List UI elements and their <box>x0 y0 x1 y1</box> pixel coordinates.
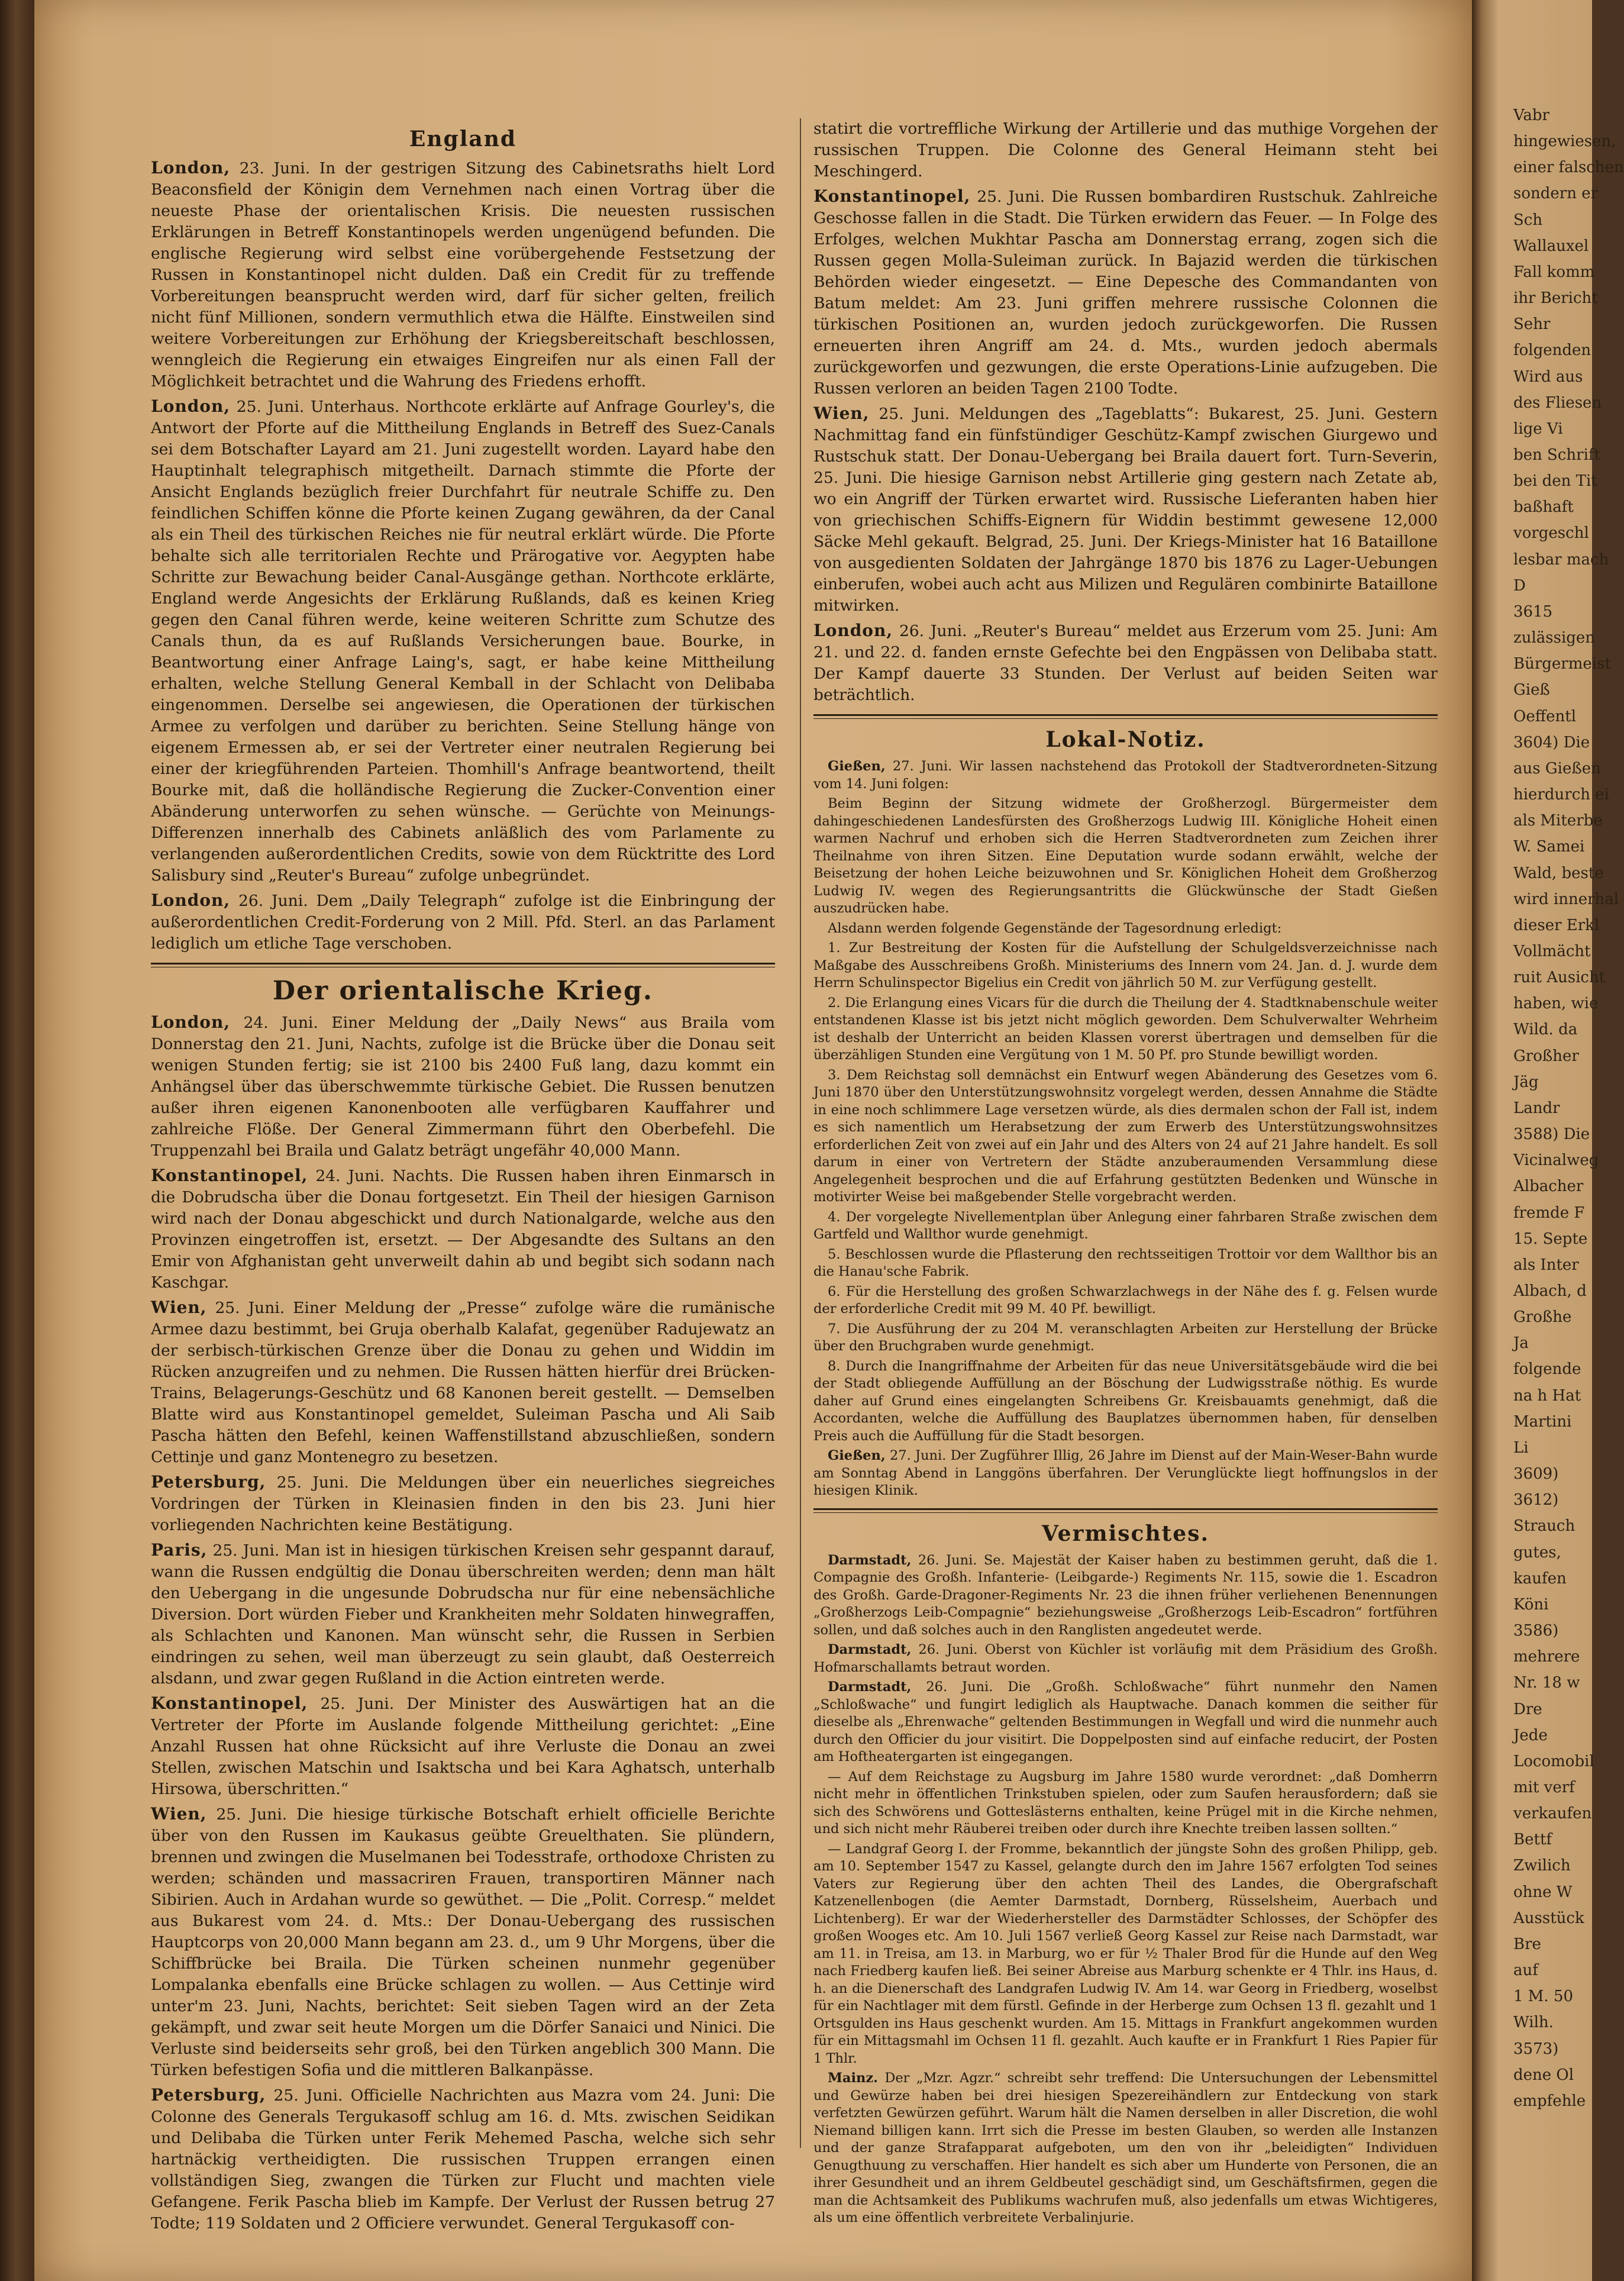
adjacent-page-fragment: verkaufen <box>1513 1805 1592 1823</box>
adjacent-page-fragment: ihr Bericht <box>1513 289 1598 308</box>
local-paragraph <box>813 758 1438 793</box>
local-paragraph <box>813 795 1438 918</box>
local-paragraph <box>813 1209 1438 1244</box>
paragraph-lead: Mainz. <box>828 2070 879 2086</box>
article-text: 24. Juni. Nachts. Die Russen haben ihren Einmarsch in die Dobrudscha über die Donau fortgesetzt. Ein Theil der hiesigen Garnison wird nach der Donau abgeschickt und durch Nationalgarde, welche aus den Provinzen eingetroffen ist, ersetzt. — Der Abgesandte des Sultans an den Emir von Afghanistan geht unverweilt dahin ab und begibt sich sodann nach Kaschgar. <box>151 1167 775 1292</box>
article <box>151 1693 775 1800</box>
adjacent-page-fragment: des Fliesen <box>1513 393 1602 412</box>
adjacent-page-fragment: D <box>1513 576 1526 595</box>
article <box>151 1012 775 1162</box>
article-text: 24. Juni. Einer Meldung der „Daily News“ aus Braila vom Donnerstag den 21. Juni, Nachts, zufolge ist die Brücke über die Donau seit wenigen Stunden fertig; sie ist 2100 bis 2400 Fuß lang, dazu kommt ein Anhängsel über das überschwemmte türkische Gebiet. Die Russen benutzen außer ihren eigenen Kanonenbooten alle verfügbaren Kauffahrer und zahlreiche Flöße. Der General Zimmermann führt den Oberbefehl. Die Truppenzahl bei Braila und Galatz beträgt ungefähr 40,000 Mann. <box>151 1014 775 1160</box>
dateline: Wien, <box>813 404 870 423</box>
adjacent-page-edge <box>1472 0 1624 2281</box>
adjacent-page-fragment: mit verf <box>1513 1778 1575 1796</box>
column-divider <box>800 118 801 2148</box>
article <box>813 186 1438 399</box>
adjacent-page-fragment: als Inter <box>1513 1256 1579 1274</box>
dateline: London, <box>151 891 231 910</box>
book-binding-edge <box>0 0 35 2281</box>
misc-paragraph <box>813 2070 1438 2227</box>
local-paragraph <box>813 995 1438 1064</box>
adjacent-page-fragment: kaufen <box>1513 1569 1567 1588</box>
section-heading-lokal: Lokal-Notiz. <box>1045 727 1206 752</box>
adjacent-page-fragment: mehrere <box>1513 1648 1580 1666</box>
paragraph-text: 4. Der vorgelegte Nivellementplan über Anlegung einer fahrbaren Straße zwischen dem Gartfeld und Wallthor wurde genehmigt. <box>813 1209 1438 1242</box>
adjacent-page-fragment: 3573) <box>1513 2040 1559 2058</box>
adjacent-page-fragment: Landr <box>1513 1099 1560 1117</box>
adjacent-page-fragment: ben Schrift <box>1513 446 1600 464</box>
article <box>151 1472 775 1536</box>
adjacent-page-fragment: ruit Ausicht <box>1513 969 1606 987</box>
local-paragraph <box>813 1246 1438 1281</box>
paragraph-text: 6. Für die Herstellung des großen Schwarzlachwegs in der Nähe des f. g. Felsen wurde der erforderliche Credit mit 99 M. 40 Pf. bewilligt. <box>813 1283 1438 1317</box>
adjacent-page-fragment: Sehr <box>1513 315 1551 334</box>
adjacent-page-fragment: Vollmächt <box>1513 942 1591 960</box>
paragraph-text: 5. Beschlossen wurde die Pflasterung den rechtsseitigen Trottoir vor dem Wallthor bis an die Hanau'sche Fabrik. <box>813 1246 1438 1279</box>
article <box>151 1165 775 1293</box>
adjacent-page-fragment: na h Hat <box>1513 1386 1581 1405</box>
local-paragraph <box>813 1067 1438 1206</box>
adjacent-page-fragment: empfehle <box>1513 2092 1586 2110</box>
left-column <box>151 118 775 2238</box>
dateline: Konstantinopel, <box>151 1166 308 1185</box>
section-divider <box>813 714 1438 719</box>
article-text: 25. Juni. Meldungen des „Tageblatts“: Bukarest, 25. Juni. Gestern Nachmittag fand ein fünfstündiger Geschütz-Kampf zwischen Giurgewo und Rustschuk statt. Der Donau-Uebergang bei Braila dauert fort. Turn-Severin, 25. Juni. Die hiesige Garnison nebst Artillerie ging gestern nach Zetate ab, wo ein Angriff der Türken erwartet wird. Russische Lieferanten haben hier von griechischen Schiffs-Eignern für Widdin bestimmt gewesene 12,000 Säcke Mehl gekauft. Belgrad, 25. Juni. Der Kriegs-Minister hat 16 Bataillone von ausgedienten Soldaten der Jahrgänge 1870 bis 1876 zu Lager-Uebungen einberufen, wobei auch acht aus Milizen und Regulären combinirte Bataillone mitwirken. <box>813 405 1438 615</box>
paragraph-lead: Gießen, <box>828 1448 886 1463</box>
paragraph-text: — Auf dem Reichstage zu Augsburg im Jahre 1580 wurde verordnet: „daß Domherrn nicht mehr in öffentlichen Trinkstuben spielen, oder zum Saufen herausfordern; daß sie sich des Schwörens und Gotteslästerns enthalten, keine Prügel mit in die Kirche nehmen, und sich nicht mehr Räuberei treiben oder durch ihre Knechte treiben lassen sollten.“ <box>813 1769 1438 1837</box>
misc-paragraph <box>813 1679 1438 1766</box>
adjacent-page-fragment: Wild. da <box>1513 1021 1578 1039</box>
adjacent-page-fragment: folgende <box>1513 1360 1581 1379</box>
dateline: Petersburg, <box>151 2085 266 2105</box>
paragraph-text: Beim Beginn der Sitzung widmete der Großherzogl. Bürgermeister dem dahingeschiedenen Landesfürsten des Großherzogs Ludwig III. Königliche Hoheit einen warmen Nachruf und erhoben sich die Herren Stadtverordneten zum Zeichen ihrer Theilnahme von ihren Sitzen. Eine Deputation wurde sodann erwählt, welche der Beisetzung der hohen Leiche beizuwohnen und Sr. Königlichen Hoheit dem Großherzog Ludwig IV. wegen des Regierungsantritts die Glückwünsche der Stadt Gießen auszudrücken habe. <box>813 796 1438 916</box>
right-column <box>813 118 1438 2230</box>
adjacent-page-fragment: hingewiesen, <box>1513 133 1616 151</box>
paragraph-text: — Landgraf Georg I. der Fromme, bekanntlich der jüngste Sohn des großen Philipp, geb. am 10. September 1547 zu Kassel, gelangte durch den im Jahre 1567 erfolgten Tod seines Vaters zur Regierung über den achten Theil des Landes, die Obergrafschaft Katzenellenbogen (die Aemter Darmstadt, Dornberg, Rüsselsheim, Auerbach und Lichtenberg). Er war der Wiederhersteller des Darmstädter Schlosses, der Schöpfer des großen Wooges etc. Am 10. Juli 1567 verließ Georg Kassel zur Reise nach Darmstadt, war am 11. in Treisa, am 13. in Marburg, wo er für ½ Thaler Brod für die Hunde auf den Weg nach Friedberg kaufen ließ. Bei seiner Abreise aus Marburg schenkte er 4 Thlr. ins Haus, d. h. an die Dienerschaft des Landgrafen Ludwig IV. Am 14. war Georg in Friedberg, woselbst für ein Nachtlager mit dem fürstl. Gefinde in der Herberge zum Ochsen 13 fl. gezahlt und 1 Ortsgulden ins Haus geschenkt wurden. Am 15. Mittags in Frankfurt angekommen wurden für ein Mittagsmahl im Ochsen 11 fl. gezahlt. Auch kaufte er in Frankfurt 1 Ries Papier für 1 Thlr. <box>813 1841 1438 2066</box>
article <box>151 1297 775 1468</box>
article-text: 25. Juni. Unterhaus. Northcote erklärte auf Anfrage Gourley's, die Antwort der Pforte auf die Mittheilung Englands in Betreff des Suez-Canals sei dem Botschafter Layard am 21. Juni zugestellt worden. Layard habe den Hauptinhalt telegraphisch mitgetheilt. Darnach stimmte die Pforte der Ansicht Englands bezüglich freier Durchfahrt für neutrale Schiffe zu. Den feindlichen Schiffen könne die Pforte keinen Zugang gewähren, da der Canal als ein Theil des türkischen Reiches nie für neutral erklärt würde. Die Pforte behalte sich alle territorialen Rechte und Prärogative vor. Aegypten habe Schritte zur Bewachung beider Canal-Ausgänge gethan. Northcote erklärte, England werde Angesichts der Erklärung Rußlands, daß es keinen Krieg gegen den Canal führen werde, keine weiteren Schritte zum Schutze des Canals thun, da es auf Rußlands Versicherungen baue. Bourke, in Beantwortung einer Anfrage Laing's, sagt, er habe keine Mittheilung erhalten, welche Stellung General Kemball in der Schlacht von Delibaba eingenommen. Derselbe sei angewiesen, die Operationen der türkischen Armee zu verfolgen und darüber zu berichten. Seine Stellung hänge von eigenem Ermessen ab, er sei der Vertreter einer neutralen Regierung bei einer der kriegführenden Parteien. Thomhill's Anfrage beantwortend, theilt Bourke mit, daß die holländische Regierung die Zucker-Convention einer Abänderung unterworfen zu sehen wünsche. — Gerüchte von Meinungs-Differenzen innerhalb des Cabinets anläßlich des vom Parlamente zu verlangenden außerordentlichen Credits, sowie von dem Rücktritte des Lord Salisbury sind „Reuter's Bureau“ zufolge unbegründet. <box>151 398 775 885</box>
article <box>151 1803 775 2081</box>
adjacent-page-fragment: Bettf <box>1513 1831 1552 1849</box>
article-text: 26. Juni. Dem „Daily Telegraph“ zufolge ist die Einbringung der außerordentlichen Credit-Forderung von 2 Mill. Pfd. Sterl. an das Parlament lediglich um etliche Tage verschoben. <box>151 892 775 953</box>
adjacent-page-fragment: Ausstück <box>1513 1909 1584 1927</box>
adjacent-page-fragment: lige Vi <box>1513 420 1563 438</box>
section-heading-england: England <box>409 127 517 151</box>
adjacent-page-fragment: Bürgermeist <box>1513 655 1611 673</box>
paragraph-text: Alsdann werden folgende Gegenstände der Tagesordnung erledigt: <box>828 920 1282 936</box>
adjacent-page-fragment: Großher <box>1513 1047 1579 1065</box>
dateline: London, <box>813 621 893 640</box>
adjacent-page-fragment: haben, wie <box>1513 995 1599 1013</box>
section-divider <box>813 1508 1438 1513</box>
local-paragraph <box>813 940 1438 992</box>
article-text: 23. Juni. In der gestrigen Sitzung des Cabinetsraths hielt Lord Beaconsfield der Königin dem Vernehmen nach einen Vortrag über die neueste Phase der orientalischen Krisis. Die neuesten russischen Erklärungen in Betreff Konstantinopels werden ungenügend befunden. Die englische Regierung wird selbst eine vorübergehende Festsetzung der Russen in Konstantinopel nicht dulden. Daß ein Credit für zu treffende Vorbereitungen beansprucht werden wird, darf für sicher gelten, freilich nicht fünf Millionen, sondern vermuthlich etwa die Hälfte. Einstweilen sind weitere Vorbereitungen zur Erhöhung der Kriegsbereitschaft beschlossen, wenngleich die Regierung ein etwaiges Eingreifen nur als einen Fall der Möglichkeit betrachtet und die Wahrung des Friedens erhofft. <box>151 159 775 391</box>
article <box>813 403 1438 617</box>
dateline: Wien, <box>151 1804 207 1824</box>
adjacent-page-fragment: Albach, d <box>1513 1282 1587 1300</box>
article <box>151 1540 775 1689</box>
adjacent-page-fragment: baßhaft <box>1513 498 1574 517</box>
misc-paragraph <box>813 1552 1438 1640</box>
adjacent-page-fragment: 3588) Die <box>1513 1125 1590 1144</box>
adjacent-page-fragment: Bre <box>1513 1935 1541 1953</box>
adjacent-page-fragment: dene Ol <box>1513 2066 1574 2084</box>
adjacent-page-fragment: 1 M. 50 <box>1513 1988 1574 2006</box>
paragraph-text: 26. Juni. Se. Majestät der Kaiser haben zu bestimmen geruht, daß die 1. Compagnie des Großh. Infanterie- (Leibgarde-) Regiments Nr. 115, sowie die 1. Escadron des Großh. Garde-Dragoner-Regiments Nr. 23 die ihnen früher verliehenen Benennungen „Großherzogs Leib-Compagnie“ beziehungsweise „Großherzogs Leib-Escadron“ fortführen sollen, und daß solches auch in den Ranglisten angedeutet werde. <box>813 1552 1438 1638</box>
adjacent-page-fragment: hierdurch ei <box>1513 786 1609 804</box>
local-paragraph <box>813 1358 1438 1446</box>
adjacent-page-fragment: dieser Erkl <box>1513 916 1600 934</box>
paragraph-lead: Gießen, <box>828 759 886 774</box>
dateline: Petersburg, <box>151 1472 266 1492</box>
adjacent-page-fragment: Großhe <box>1513 1308 1572 1327</box>
dateline: London, <box>151 1012 231 1032</box>
adjacent-page-fragment: Dre <box>1513 1700 1542 1718</box>
dateline: Wien, <box>151 1298 207 1317</box>
paragraph-text: 27. Juni. Wir lassen nachstehend das Protokoll der Stadtverordneten-Sitzung vom 14. Juni folgen: <box>813 759 1438 792</box>
dateline: Konstantinopel, <box>151 1693 308 1713</box>
adjacent-page-fragment: folgenden <box>1513 341 1591 360</box>
article <box>151 2085 775 2234</box>
adjacent-page-fragment: 15. Septe <box>1513 1230 1588 1248</box>
adjacent-page-fragment: Jäg <box>1513 1073 1539 1091</box>
adjacent-page-fragment: Jede <box>1513 1726 1548 1744</box>
adjacent-page-fragment: Vicinalweg <box>1513 1151 1599 1170</box>
article-text: 25. Juni. Einer Meldung der „Presse“ zufolge wäre die rumänische Armee dazu bestimmt, bei Gruja oberhalb Kalafat, gegenüber Radujewatz an der serbisch-türkischen Grenze über die Donau zu gehen und Widdin im Rücken anzugreifen und zu nehmen. Die Russen hätten hierfür drei Brücken-Trains, Belagerungs-Geschütz und 68 Kanonen bereit gestellt. — Demselben Blatte wird aus Konstantinopel gemeldet, Suleiman Pascha und Ali Saib Pascha hätten den Befehl, keinen Waffenstillstand abzuschließen, sondern Cettinje und ganz Montenegro zu besetzen. <box>151 1299 775 1466</box>
adjacent-page-fragment: Sch <box>1513 211 1543 229</box>
adjacent-page-fragment: fremde F <box>1513 1204 1585 1222</box>
article-text: 26. Juni. „Reuter's Bureau“ meldet aus Erzerum vom 25. Juni: Am 21. und 22. d. fanden ernste Gefechte bei den Engpässen von Delibaba statt. Der Kampf dauerte 33 Stunden. Der Verlust auf beiden Seiten war beträchtlich. <box>813 622 1438 704</box>
misc-paragraph <box>813 1641 1438 1676</box>
dateline: Paris, <box>151 1540 208 1560</box>
misc-paragraph <box>813 1841 1438 2068</box>
adjacent-page-fragment: auf <box>1513 1961 1538 1980</box>
adjacent-page-fragment: Wallauxel <box>1513 237 1589 255</box>
adjacent-page-fragment: zulässigen <box>1513 629 1596 647</box>
paragraph-lead: Darmstadt, <box>828 1552 912 1568</box>
adjacent-page-fragment: Vabr <box>1513 107 1549 124</box>
article-text: 25. Juni. Der Minister des Auswärtigen hat an die Vertreter der Pforte im Auslande folgende Mittheilung gerichtet: „Eine Anzahl Russen hat ohne Rücksicht auf ihre Verluste die Donau an zwei Stellen, zwischen Matschin und Isaktscha und bei Kara Aghatsch, unterhalb Hirsowa, überschritten.“ <box>151 1695 775 1798</box>
adjacent-page-fragment: lesbar mach <box>1513 550 1609 569</box>
adjacent-page-fragment: Wald, beste <box>1513 864 1604 882</box>
section-divider <box>151 963 775 967</box>
article-text: 25. Juni. Die hiesige türkische Botschaft erhielt officielle Berichte über von den Russen im Kaukasus geübte Greuelthaten. Sie plündern, brennen und zwingen die Muselmanen bei Todesstrafe, orthodoxe Christen zu werden; schänden und massacriren Frauen, transportiren Männer nach Sibirien. Auch in Ardahan wurde so gewüthet. — Die „Polit. Corresp.“ meldet aus Bukarest vom 24. d. Mts.: Der Donau-Uebergang des russischen Hauptcorps von 20,000 Mann begann am 23. d., um 9 Uhr Morgens, über die Schiffbrücke bei Braila. Die Türken scheinen nunmehr gegenüber Lompalanka ebenfalls eine Brücke schlagen zu wollen. — Aus Cettinje wird unter'm 23. Juni, Nachts, berichtet: Seit sieben Tagen wird an der Zeta gekämpft, und zwar seit heute Morgen um die Dörfer Sanaici und Ninici. Die Verluste sind beiderseits sehr groß, bei den Türken angeblich 300 Mann. Die Türken befestigen Sofia und die mittleren Balkanpässe. <box>151 1805 775 2079</box>
adjacent-page-fragment: als Miterbe <box>1513 812 1603 830</box>
dateline: London, <box>151 158 231 178</box>
paragraph-text: 2. Die Erlangung eines Vicars für die durch die Theilung der 4. Stadtknabenschule weiter entstandenen Klasse ist bis jetzt nicht möglich geworden. Dem Schulverwalter Wehrheim ist deshalb der Unterricht an beiden Klassen vorerst übertragen und demselben für die überzähligen Stunden eine Vergütung von 1 M. 50 Pf. pro Stunde bewilligt worden. <box>813 995 1438 1063</box>
adjacent-page-fragment: Gieß <box>1513 681 1550 699</box>
adjacent-page-fragment: Köni <box>1513 1595 1549 1614</box>
adjacent-page-fragment: 3612) <box>1513 1491 1559 1509</box>
paragraph-text: 26. Juni. Oberst von Küchler ist vorläufig mit dem Präsidium des Großh. Hofmarschallamts betraut worden. <box>813 1642 1438 1675</box>
article-text: 25. Juni. Man ist in hiesigen türkischen Kreisen sehr gespannt darauf, wann die Russen endgültig die Donau überschreiten werden; denn man hält den Uebergang in die ungesunde Dobrudscha nur für eine nebensächliche Diversion. Dort würden Fieber und Krankheiten mehr Soldaten hinwegraffen, als Schlachten und Kanonen. Man wünscht sehr, die Russen in Serbien eindringen zu sehen, weil man überzeugt zu sein glaubt, daß Oesterreich alsdann, und zwar gegen Rußland in die Action eintreten werde. <box>151 1541 775 1688</box>
paragraph-text: 27. Juni. Der Zugführer Illig, 26 Jahre im Dienst auf der Main-Weser-Bahn wurde am Sonntag Abend in Langgöns überfahren. Der Verunglückte liegt hoffnungslos in der hiesigen Klinik. <box>813 1448 1438 1498</box>
article <box>813 620 1438 706</box>
article-continuation: statirt die vortreffliche Wirkung der Artillerie und das muthige Vorgehen der russischen Truppen. Die Colonne des General Heimann steht bei Meschingerd. <box>813 120 1438 180</box>
local-paragraph <box>813 920 1438 938</box>
adjacent-page-fragment: W. Samei <box>1513 838 1585 856</box>
article <box>151 157 775 392</box>
adjacent-page-fragment: Wird aus <box>1513 367 1583 386</box>
adjacent-page-fragment: 3604) Die <box>1513 733 1590 751</box>
adjacent-page-fragment: 3586) <box>1513 1622 1559 1640</box>
adjacent-page-fragment: 3609) <box>1513 1465 1559 1483</box>
article-text: 25. Juni. Die Meldungen über ein neuerliches siegreiches Vordringen der Türken in Kleinasien finden in den bis 23. Juni hier vorliegenden Nachrichten keine Bestätigung. <box>151 1473 775 1534</box>
adjacent-page-fragment: Nr. 18 w <box>1513 1674 1580 1692</box>
article <box>151 396 775 886</box>
adjacent-page-fragment: Locomobil <box>1513 1752 1594 1770</box>
dateline: London, <box>151 396 231 416</box>
local-paragraph <box>813 1321 1438 1356</box>
misc-paragraph <box>813 1769 1438 1838</box>
article <box>151 890 775 954</box>
adjacent-page-fragment: Ja <box>1513 1334 1529 1353</box>
adjacent-page-fragment: sondern er <box>1513 185 1599 203</box>
local-paragraph <box>813 1283 1438 1318</box>
adjacent-page-fragment: aus Gießen <box>1513 759 1601 777</box>
adjacent-page-fragment: gutes, <box>1513 1543 1561 1561</box>
paragraph-text: Der „Mzr. Agzr.“ schreibt sehr treffend: Die Untersuchungen der Lebensmittel und Gewürze haben bei drei hiesigen Spezereihändlern zur Entdeckung von stark verfetzten Gewürzen geführt. Warum hält die Namen derselben in aller Discretion, die wohl Niemand billigen kann. Irrt sich die Presse im besten Glauben, so werden alle Instanzen und der ganze Strafapparat aufgeboten, um den von ihr „beleidigten“ Individuen Genugthuung zu verschaffen. Hier handelt es sich aber um Hunderte von Personen, die an ihrer Gesundheit und an ihrem Geldbeutel geschädigt sind, um Geschäftsfirmen, gegen die man die Achtsamkeit des Publikums wachrufen muß, also jedenfalls um etwas Wichtigeres, als um eine öffentlich verbreitete Verbalinjurie. <box>813 2070 1438 2225</box>
adjacent-page-fragment: 3615 <box>1513 602 1553 621</box>
adjacent-page-fragment: Fall komm <box>1513 263 1595 281</box>
paragraph-text: 8. Durch die Inangriffnahme der Arbeiten für das neue Universitätsgebäude wird die bei der Stadt obliegende Auffüllung an der Böschung der Ludwigsstraße nöthig. Es wurde daher auf Grund eines eingelangten Schreibens Gr. Kreisbauamts genehmigt, daß die Accordanten, welche die Auffüllung des Bauplatzes übernommen haben, für denselben Preis auch die Auffüllung für die Stadt besorgen. <box>813 1358 1438 1444</box>
adjacent-page-fragment: ohne W <box>1513 1883 1573 1901</box>
adjacent-page-fragment: Strauch <box>1513 1517 1575 1535</box>
dateline: Konstantinopel, <box>813 186 971 206</box>
adjacent-page-fragment: wird innerhal <box>1513 890 1619 908</box>
adjacent-page-fragment: Li <box>1513 1438 1529 1457</box>
paragraph-lead: Darmstadt, <box>828 1679 912 1695</box>
adjacent-page-fragment: vorgeschl <box>1513 524 1589 543</box>
adjacent-page-fragment: Wilh. <box>1513 2014 1554 2032</box>
adjacent-page-fragment: bei den Tit <box>1513 472 1597 491</box>
paragraph-lead: Darmstadt, <box>828 1642 912 1657</box>
paragraph-text: 3. Dem Reichstag soll demnächst ein Entwurf wegen Abänderung des Gesetzes vom 6. Juni 1870 über den Unterstützungswohnsitz vorgelegt werden, dessen Annahme die Städte in eine noch schlimmere Lage versetzen würde, als dies dermalen schon der Fall ist, indem es sich namentlich um Herabsetzung der zum Erwerb des Unterstützungswohnsitzes erforderlichen Zeit von zwei auf ein Jahr und des Alters von 24 auf 21 Jahre handelt. Es soll darum in einer von Vertretern der Städte anzuberaumenden Versammlung diese Angelegenheit besprochen und die auf Erfahrung gestützten Bedenken und Wünsche in motivirter Weise bei maßgebender Stelle vorgebracht werden. <box>813 1067 1438 1205</box>
local-paragraph <box>813 1447 1438 1500</box>
paragraph-text: 1. Zur Bestreitung der Kosten für die Aufstellung der Schulgeldsverzeichnisse nach Maßgabe des Ausschreibens Großh. Ministeriums des Innern vom 24. Jan. d. J. wurde dem Herrn Schulinspector Bigelius ein Credit von jährlich 50 M. zur Verfügung gestellt. <box>813 940 1438 991</box>
article-text: 25. Juni. Die Russen bombardiren Rustschuk. Zahlreiche Geschosse fallen in die Stadt. Die Türken erwidern das Feuer. — In Folge des Erfolges, welchen Mukhtar Pascha am Donnerstag errang, zogen sich die Russen gegen Molla-Suleiman zurück. In Bajazid werden die türkischen Behörden wieder eingesetzt. — Eine Depesche des Commandanten von Batum meldet: Am 23. Juni griffen mehrere russische Colonnen die türkischen Positionen an, wurden jedoch zurückgeworfen. Die Russen erneuerten ihren Angriff am 24. d. Mts., wurden jedoch abermals zurückgeworfen und gezwungen, die erste Operations-Linie aufzugeben. Die Russen verloren an beiden Tagen 2100 Todte. <box>813 188 1438 398</box>
article-text: 25. Juni. Officielle Nachrichten aus Mazra vom 24. Juni: Die Colonne des Generals Tergukasoff schlug am 16. d. Mts. zwischen Seidikan und Delibaba die Türken unter Ferik Mehemed Pascha, welche sich sehr hartnäckig vertheidigten. Die russischen Truppen errangen einen vollständigen Sieg, zwangen die Türken zur Flucht und machten viele Gefangene. Ferik Pascha blieb im Kampfe. Der Verlust der Russen betrug 27 Todte; 119 Soldaten und 2 Officiere verwundet. General Tergukasoff con- <box>151 2086 775 2232</box>
paragraph-text: 7. Die Ausführung der zu 204 M. veranschlagten Arbeiten zur Herstellung der Brücke über den Bruchgraben wurde genehmigt. <box>813 1321 1438 1354</box>
adjacent-page-fragment: Oeffentl <box>1513 707 1577 725</box>
section-heading-krieg: Der orientalische Krieg. <box>272 976 654 1006</box>
adjacent-page-fragment: Albacher <box>1513 1177 1584 1196</box>
adjacent-page-fragment: Zwilich <box>1513 1857 1571 1875</box>
paragraph-text: 26. Juni. Die „Großh. Schloßwache“ führt nunmehr den Namen „Schloßwache“ und fungirt lediglich als Hauptwache. Danach kommen die seither für dieselbe als „Ehrenwache“ geltenden Bestimmungen in Wegfall und wird die nunmehr auch durch den Officier du jour visitirt. Die Doppelposten sind auf einfache reducirt, der Posten am Hoftheatergarten ist eingegangen. <box>813 1679 1438 1764</box>
adjacent-page-fragment: Martini <box>1513 1412 1572 1431</box>
section-heading-vermischtes: Vermischtes. <box>1042 1521 1209 1546</box>
adjacent-page-fragment: einer falschen <box>1513 159 1624 177</box>
